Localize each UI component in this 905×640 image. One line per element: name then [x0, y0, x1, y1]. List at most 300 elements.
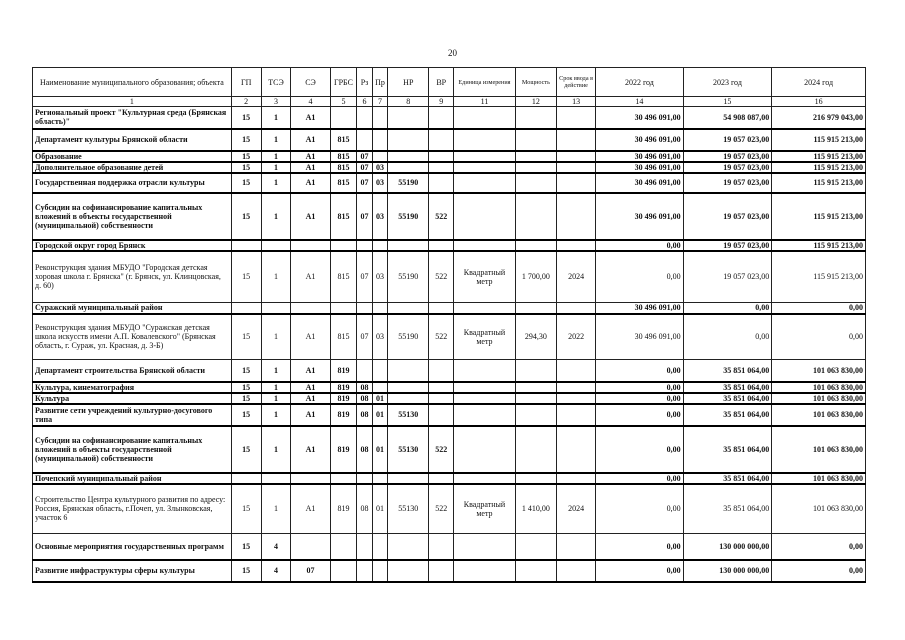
col-number: 7 — [372, 97, 387, 107]
table-row — [33, 151, 866, 162]
cell-name: Реконструкция здания МБУДО "Суражская детская школа искусств имени А.П. Ковалевского" (Брянская область, г. Сураж, ул. Красная, д. 3-Б) — [33, 314, 232, 360]
table-row — [33, 473, 866, 484]
cell-commissioning — [557, 151, 596, 162]
cell-2022: 30 496 091,00 — [596, 151, 684, 162]
table-row — [33, 426, 866, 473]
cell-pr: 01 — [372, 484, 387, 534]
cell-gp — [231, 473, 261, 484]
cell-capacity: 1 700,00 — [515, 251, 556, 303]
cell-2024: 115 915 213,00 — [772, 240, 866, 251]
col-number: 14 — [596, 97, 684, 107]
cell-vr — [429, 240, 454, 251]
cell-rz — [357, 129, 372, 151]
col-number: 13 — [557, 97, 596, 107]
cell-pr: 03 — [372, 251, 387, 303]
cell-se — [291, 534, 330, 560]
cell-vr — [429, 129, 454, 151]
cell-rz — [357, 303, 372, 314]
col-number: 5 — [330, 97, 357, 107]
cell-tse — [261, 473, 291, 484]
cell-capacity — [515, 560, 556, 582]
cell-unit — [454, 173, 516, 193]
cell-rz — [357, 534, 372, 560]
col-number: 16 — [772, 97, 866, 107]
cell-unit — [454, 193, 516, 240]
cell-pr: 03 — [372, 162, 387, 173]
cell-rz — [357, 107, 372, 129]
cell-pr: 03 — [372, 314, 387, 360]
cell-gp: 15 — [231, 382, 261, 393]
cell-commissioning — [557, 240, 596, 251]
cell-commissioning: 2022 — [557, 314, 596, 360]
header-rz: Рз — [357, 68, 372, 97]
cell-grbs: 819 — [330, 393, 357, 404]
cell-name: Почепский муниципальный район — [33, 473, 232, 484]
cell-2022: 0,00 — [596, 393, 684, 404]
col-number: 15 — [683, 97, 772, 107]
cell-2022: 30 496 091,00 — [596, 162, 684, 173]
cell-2023: 35 851 064,00 — [683, 426, 772, 473]
cell-gp: 15 — [231, 107, 261, 129]
cell-name: Региональный проект "Культурная среда (Брянская область)" — [33, 107, 232, 129]
cell-nr — [388, 360, 429, 382]
cell-2022: 0,00 — [596, 560, 684, 582]
cell-se: 07 — [291, 560, 330, 582]
cell-nr — [388, 382, 429, 393]
cell-se: А1 — [291, 484, 330, 534]
cell-gp: 15 — [231, 404, 261, 426]
cell-tse: 1 — [261, 314, 291, 360]
cell-unit — [454, 129, 516, 151]
header-name: Наименование муниципального образования; объекта — [33, 68, 232, 97]
cell-commissioning — [557, 162, 596, 173]
cell-2023: 19 057 023,00 — [683, 193, 772, 240]
cell-2022: 0,00 — [596, 473, 684, 484]
table-row — [33, 107, 866, 129]
cell-vr — [429, 534, 454, 560]
cell-grbs: 815 — [330, 129, 357, 151]
cell-se: А1 — [291, 162, 330, 173]
cell-unit — [454, 107, 516, 129]
header-gp: ГП — [231, 68, 261, 97]
cell-commissioning — [557, 193, 596, 240]
cell-2024: 115 915 213,00 — [772, 129, 866, 151]
cell-name: Строительство Центра культурного развития по адресу: Россия, Брянская область, г.Почеп, ул. Злынковская, участок 6 — [33, 484, 232, 534]
cell-grbs: 819 — [330, 382, 357, 393]
cell-2022: 0,00 — [596, 240, 684, 251]
cell-capacity — [515, 240, 556, 251]
cell-nr — [388, 303, 429, 314]
cell-2024: 0,00 — [772, 303, 866, 314]
cell-tse: 1 — [261, 193, 291, 240]
cell-commissioning — [557, 534, 596, 560]
header-se: СЭ — [291, 68, 330, 97]
cell-se: А1 — [291, 393, 330, 404]
table-row — [33, 303, 866, 314]
cell-gp: 15 — [231, 193, 261, 240]
cell-grbs — [330, 560, 357, 582]
cell-tse: 1 — [261, 382, 291, 393]
cell-name: Суражский муниципальный район — [33, 303, 232, 314]
col-number: 4 — [291, 97, 330, 107]
cell-rz: 07 — [357, 173, 372, 193]
cell-capacity — [515, 151, 556, 162]
cell-nr — [388, 151, 429, 162]
cell-name: Культура, кинематография — [33, 382, 232, 393]
cell-grbs — [330, 107, 357, 129]
cell-2023: 19 057 023,00 — [683, 173, 772, 193]
cell-se: А1 — [291, 193, 330, 240]
cell-unit — [454, 382, 516, 393]
cell-rz: 08 — [357, 426, 372, 473]
cell-tse — [261, 240, 291, 251]
cell-vr — [429, 162, 454, 173]
cell-2022: 0,00 — [596, 251, 684, 303]
cell-vr — [429, 382, 454, 393]
cell-tse: 1 — [261, 360, 291, 382]
header-row — [33, 68, 866, 97]
cell-unit — [454, 473, 516, 484]
cell-vr: 522 — [429, 314, 454, 360]
cell-rz: 08 — [357, 484, 372, 534]
cell-gp: 15 — [231, 534, 261, 560]
cell-name: Городской округ город Брянск — [33, 240, 232, 251]
cell-2024: 101 063 830,00 — [772, 360, 866, 382]
cell-2024: 101 063 830,00 — [772, 393, 866, 404]
header-vr: ВР — [429, 68, 454, 97]
cell-rz: 07 — [357, 193, 372, 240]
cell-2022: 30 496 091,00 — [596, 173, 684, 193]
cell-se: А1 — [291, 107, 330, 129]
cell-vr — [429, 404, 454, 426]
cell-se: А1 — [291, 129, 330, 151]
cell-tse: 1 — [261, 107, 291, 129]
cell-grbs: 819 — [330, 404, 357, 426]
cell-vr — [429, 303, 454, 314]
header-commissioning: Срок ввода в действие — [557, 68, 596, 97]
cell-2023: 54 908 087,00 — [683, 107, 772, 129]
cell-grbs: 815 — [330, 251, 357, 303]
cell-2022: 0,00 — [596, 382, 684, 393]
cell-nr — [388, 162, 429, 173]
cell-vr: 522 — [429, 426, 454, 473]
cell-unit: Квадратный метр — [454, 314, 516, 360]
cell-unit — [454, 162, 516, 173]
cell-grbs — [330, 240, 357, 251]
cell-2023: 19 057 023,00 — [683, 240, 772, 251]
cell-2024: 115 915 213,00 — [772, 173, 866, 193]
cell-tse: 1 — [261, 129, 291, 151]
cell-se — [291, 240, 330, 251]
cell-tse: 1 — [261, 151, 291, 162]
cell-pr: 03 — [372, 193, 387, 240]
cell-nr — [388, 107, 429, 129]
table-row — [33, 393, 866, 404]
cell-gp: 15 — [231, 129, 261, 151]
cell-grbs: 815 — [330, 193, 357, 240]
cell-2023: 35 851 064,00 — [683, 382, 772, 393]
cell-2024: 101 063 830,00 — [772, 473, 866, 484]
cell-2022: 30 496 091,00 — [596, 107, 684, 129]
cell-se: А1 — [291, 426, 330, 473]
cell-commissioning: 2024 — [557, 251, 596, 303]
cell-tse: 4 — [261, 560, 291, 582]
cell-grbs: 815 — [330, 162, 357, 173]
cell-tse: 1 — [261, 484, 291, 534]
cell-gp: 15 — [231, 426, 261, 473]
header-tse: ТСЭ — [261, 68, 291, 97]
cell-capacity — [515, 129, 556, 151]
col-number: 8 — [388, 97, 429, 107]
cell-nr — [388, 240, 429, 251]
cell-nr: 55130 — [388, 484, 429, 534]
cell-pr — [372, 107, 387, 129]
cell-2023: 35 851 064,00 — [683, 404, 772, 426]
cell-gp: 15 — [231, 360, 261, 382]
cell-capacity: 294,30 — [515, 314, 556, 360]
cell-vr: 522 — [429, 484, 454, 534]
cell-2023: 19 057 023,00 — [683, 162, 772, 173]
cell-2022: 30 496 091,00 — [596, 314, 684, 360]
cell-2024: 101 063 830,00 — [772, 426, 866, 473]
cell-unit — [454, 560, 516, 582]
cell-vr: 522 — [429, 251, 454, 303]
cell-gp — [231, 303, 261, 314]
cell-vr — [429, 473, 454, 484]
cell-2022: 0,00 — [596, 360, 684, 382]
header-2024: 2024 год — [772, 68, 866, 97]
cell-2024: 115 915 213,00 — [772, 162, 866, 173]
cell-2023: 130 000 000,00 — [683, 560, 772, 582]
cell-name: Развитие сети учреждений культурно-досугового типа — [33, 404, 232, 426]
cell-commissioning — [557, 404, 596, 426]
cell-2023: 19 057 023,00 — [683, 251, 772, 303]
cell-2023: 19 057 023,00 — [683, 129, 772, 151]
table-row — [33, 404, 866, 426]
cell-name: Образование — [33, 151, 232, 162]
cell-commissioning — [557, 303, 596, 314]
table-row — [33, 484, 866, 534]
cell-2024: 101 063 830,00 — [772, 382, 866, 393]
cell-commissioning — [557, 426, 596, 473]
cell-grbs — [330, 303, 357, 314]
cell-se: А1 — [291, 382, 330, 393]
cell-grbs: 819 — [330, 426, 357, 473]
cell-commissioning — [557, 360, 596, 382]
cell-2024: 101 063 830,00 — [772, 484, 866, 534]
cell-2022: 30 496 091,00 — [596, 193, 684, 240]
cell-commissioning — [557, 107, 596, 129]
col-number: 11 — [454, 97, 516, 107]
cell-capacity — [515, 404, 556, 426]
cell-name: Департамент культуры Брянской области — [33, 129, 232, 151]
cell-vr — [429, 360, 454, 382]
cell-gp: 15 — [231, 151, 261, 162]
cell-se: А1 — [291, 251, 330, 303]
cell-tse: 1 — [261, 404, 291, 426]
table-row — [33, 173, 866, 193]
cell-unit — [454, 360, 516, 382]
cell-tse: 1 — [261, 426, 291, 473]
col-number: 9 — [429, 97, 454, 107]
cell-commissioning — [557, 393, 596, 404]
cell-tse: 1 — [261, 393, 291, 404]
cell-gp: 15 — [231, 393, 261, 404]
cell-capacity: 1 410,00 — [515, 484, 556, 534]
cell-2023: 35 851 064,00 — [683, 484, 772, 534]
header-nr: НР — [388, 68, 429, 97]
cell-rz — [357, 560, 372, 582]
cell-2022: 0,00 — [596, 426, 684, 473]
cell-pr — [372, 534, 387, 560]
cell-name: Дополнительное образование детей — [33, 162, 232, 173]
table-row — [33, 251, 866, 303]
cell-nr — [388, 473, 429, 484]
cell-vr — [429, 173, 454, 193]
cell-pr — [372, 151, 387, 162]
cell-se: А1 — [291, 314, 330, 360]
column-number-row — [33, 97, 866, 107]
cell-nr — [388, 393, 429, 404]
cell-vr — [429, 151, 454, 162]
cell-rz: 07 — [357, 251, 372, 303]
cell-nr: 55190 — [388, 251, 429, 303]
col-number: 12 — [515, 97, 556, 107]
page-number: 20 — [448, 48, 457, 58]
table-row — [33, 382, 866, 393]
col-number: 1 — [33, 97, 232, 107]
cell-2024: 0,00 — [772, 534, 866, 560]
cell-unit — [454, 151, 516, 162]
cell-2024: 101 063 830,00 — [772, 404, 866, 426]
cell-rz — [357, 473, 372, 484]
cell-grbs: 815 — [330, 314, 357, 360]
cell-rz: 07 — [357, 151, 372, 162]
cell-pr — [372, 240, 387, 251]
cell-tse — [261, 303, 291, 314]
cell-unit: Квадратный метр — [454, 251, 516, 303]
cell-unit — [454, 404, 516, 426]
cell-capacity — [515, 534, 556, 560]
cell-2023: 35 851 064,00 — [683, 393, 772, 404]
cell-pr — [372, 473, 387, 484]
cell-pr — [372, 560, 387, 582]
table-row — [33, 240, 866, 251]
cell-capacity — [515, 393, 556, 404]
cell-rz: 08 — [357, 404, 372, 426]
cell-capacity — [515, 173, 556, 193]
cell-unit: Квадратный метр — [454, 484, 516, 534]
table-row — [33, 129, 866, 151]
cell-pr — [372, 303, 387, 314]
cell-2024: 115 915 213,00 — [772, 151, 866, 162]
cell-name: Развитие инфраструктуры сферы культуры — [33, 560, 232, 582]
cell-vr — [429, 393, 454, 404]
cell-se: А1 — [291, 360, 330, 382]
cell-gp: 15 — [231, 162, 261, 173]
cell-se: А1 — [291, 151, 330, 162]
cell-grbs — [330, 473, 357, 484]
cell-tse: 1 — [261, 251, 291, 303]
header-grbs: ГРБС — [330, 68, 357, 97]
cell-2023: 35 851 064,00 — [683, 360, 772, 382]
cell-rz: 07 — [357, 314, 372, 360]
header-pr: Пр — [372, 68, 387, 97]
cell-nr: 55190 — [388, 173, 429, 193]
cell-2023: 19 057 023,00 — [683, 151, 772, 162]
cell-pr: 01 — [372, 426, 387, 473]
cell-nr — [388, 534, 429, 560]
cell-capacity — [515, 382, 556, 393]
cell-nr: 55190 — [388, 314, 429, 360]
col-number: 3 — [261, 97, 291, 107]
cell-gp — [231, 240, 261, 251]
cell-grbs: 815 — [330, 151, 357, 162]
table-row — [33, 193, 866, 240]
cell-capacity — [515, 473, 556, 484]
cell-2024: 0,00 — [772, 560, 866, 582]
cell-commissioning — [557, 173, 596, 193]
cell-unit — [454, 240, 516, 251]
table-row — [33, 162, 866, 173]
cell-tse: 1 — [261, 162, 291, 173]
cell-unit — [454, 303, 516, 314]
cell-tse: 4 — [261, 534, 291, 560]
cell-2022: 0,00 — [596, 484, 684, 534]
cell-unit — [454, 426, 516, 473]
cell-capacity — [515, 303, 556, 314]
cell-vr — [429, 107, 454, 129]
cell-gp: 15 — [231, 484, 261, 534]
cell-grbs: 819 — [330, 484, 357, 534]
cell-se — [291, 473, 330, 484]
cell-grbs — [330, 534, 357, 560]
cell-name: Субсидии на софинансирование капитальных вложений в объекты государственной (муниципальной) собственности — [33, 193, 232, 240]
cell-nr — [388, 129, 429, 151]
cell-2024: 115 915 213,00 — [772, 193, 866, 240]
cell-capacity — [515, 107, 556, 129]
table-body — [33, 107, 866, 582]
cell-commissioning — [557, 473, 596, 484]
cell-2023: 0,00 — [683, 314, 772, 360]
cell-name: Субсидии на софинансирование капитальных вложений в объекты государственной (муниципальной) собственности — [33, 426, 232, 473]
cell-2024: 115 915 213,00 — [772, 251, 866, 303]
cell-grbs: 819 — [330, 360, 357, 382]
cell-name: Реконструкция здания МБУДО "Городская детская хоровая школа г. Брянска" (г. Брянск, ул. Клинцовская, д. 60) — [33, 251, 232, 303]
cell-unit — [454, 534, 516, 560]
cell-commissioning — [557, 382, 596, 393]
cell-2022: 0,00 — [596, 404, 684, 426]
cell-pr: 01 — [372, 393, 387, 404]
cell-name: Основные мероприятия государственных программ — [33, 534, 232, 560]
cell-rz: 08 — [357, 393, 372, 404]
cell-se — [291, 303, 330, 314]
cell-capacity — [515, 193, 556, 240]
table-row — [33, 534, 866, 560]
header-capacity: Мощность — [515, 68, 556, 97]
cell-vr — [429, 560, 454, 582]
cell-pr — [372, 129, 387, 151]
cell-capacity — [515, 360, 556, 382]
cell-pr — [372, 360, 387, 382]
cell-se: А1 — [291, 173, 330, 193]
cell-commissioning — [557, 129, 596, 151]
cell-nr — [388, 560, 429, 582]
cell-pr — [372, 382, 387, 393]
cell-2024: 0,00 — [772, 314, 866, 360]
table-row — [33, 360, 866, 382]
cell-vr: 522 — [429, 193, 454, 240]
